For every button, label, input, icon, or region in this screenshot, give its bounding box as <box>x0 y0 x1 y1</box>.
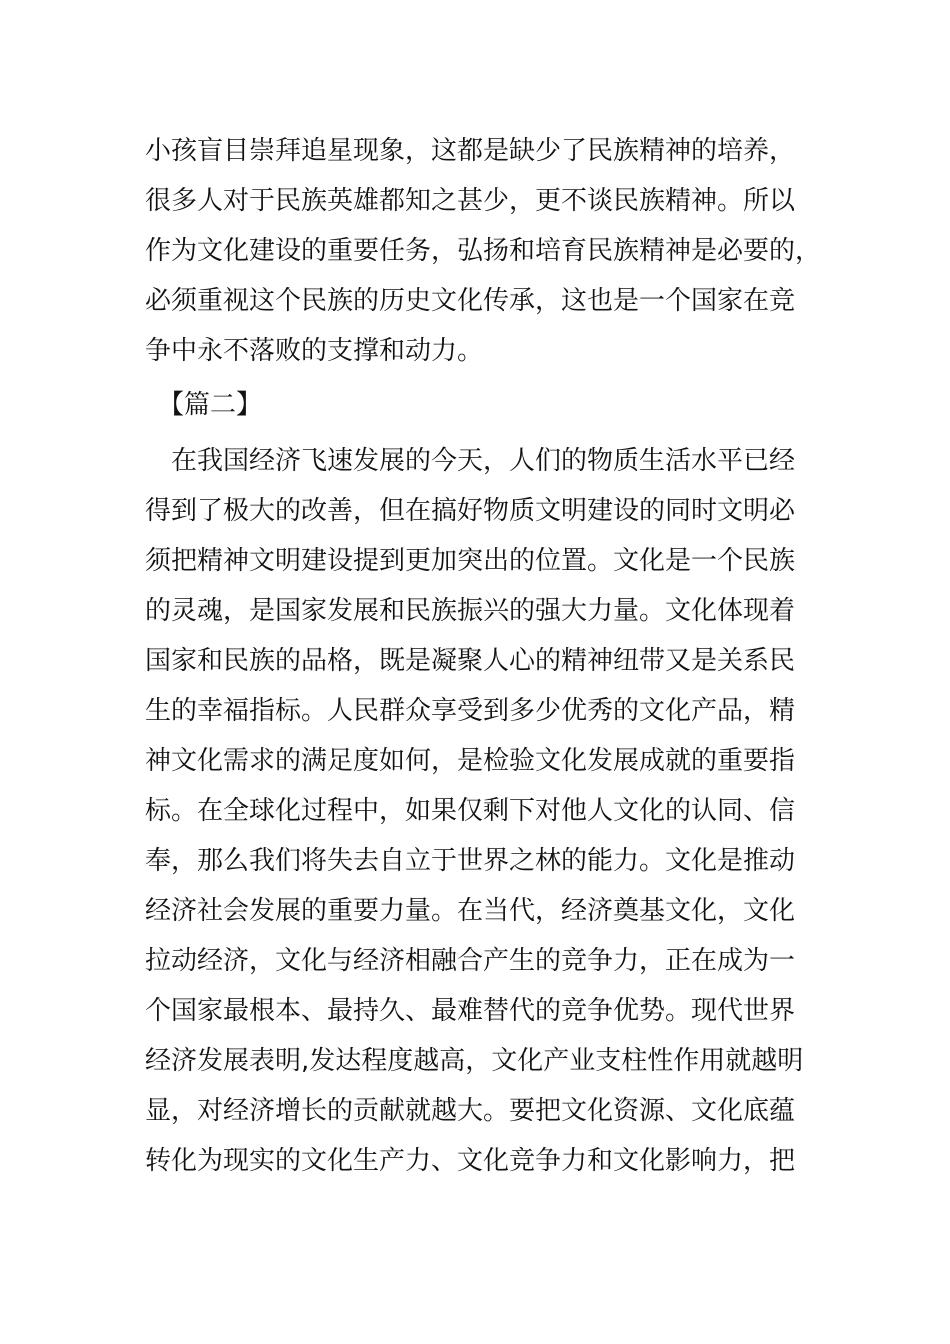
text-line: 小孩盲目崇拜追星现象，这都是缺少了民族精神的培养， <box>145 136 796 166</box>
text-line: 转化为现实的文化生产力、文化竞争力和文化影响力，把 <box>145 1146 796 1176</box>
text-line: 标。在全球化过程中，如果仅剩下对他人文化的认同、信 <box>145 796 796 826</box>
text-line: 的灵魂，是国家发展和民族振兴的强大力量。文化体现着 <box>145 596 796 626</box>
text-line: 争中永不落败的支撑和动力。 <box>145 336 484 366</box>
text-line: 神文化需求的满足度如何，是检验文化发展成就的重要指 <box>145 746 796 776</box>
paragraph-continued <box>145 126 822 376</box>
text-line: 很多人对于民族英雄都知之甚少，更不谈民族精神。所以 <box>145 186 796 216</box>
text-line: 在我国经济飞速发展的今天，人们的物质生活水平已经 <box>145 446 796 476</box>
text-line: 须把精神文明建设提到更加突出的位置。文化是一个民族 <box>145 546 796 576</box>
text-line: 生的幸福指标。人民群众享受到多少优秀的文化产品，精 <box>145 696 796 726</box>
text-line: 经济发展表明,发达程度越高，文化产业支柱性作用就越明 <box>145 1046 804 1076</box>
text-line: 国家和民族的品格，既是凝聚人心的精神纽带又是关系民 <box>145 646 796 676</box>
text-line: 个国家最根本、最持久、最难替代的竞争优势。现代世界 <box>145 996 796 1026</box>
text-line: 必须重视这个民族的历史文化传承，这也是一个国家在竞 <box>145 286 796 316</box>
section-heading-text: 【篇二】 <box>145 390 263 420</box>
text-line: 奉，那么我们将失去自立于世界之林的能力。文化是推动 <box>145 846 796 876</box>
text-line: 拉动经济，文化与经济相融合产生的竞争力，正在成为一 <box>145 946 796 976</box>
section-heading <box>145 380 805 430</box>
text-line: 作为文化建设的重要任务，弘扬和培育民族精神是必要的， <box>145 236 822 266</box>
paragraph-body <box>145 436 805 1186</box>
text-line: 经济社会发展的重要力量。在当代，经济奠基文化，文化 <box>145 896 796 926</box>
text-line: 得到了极大的改善，但在搞好物质文明建设的同时文明必 <box>145 496 796 526</box>
text-line: 显，对经济增长的贡献就越大。要把文化资源、文化底蕴 <box>145 1096 796 1126</box>
